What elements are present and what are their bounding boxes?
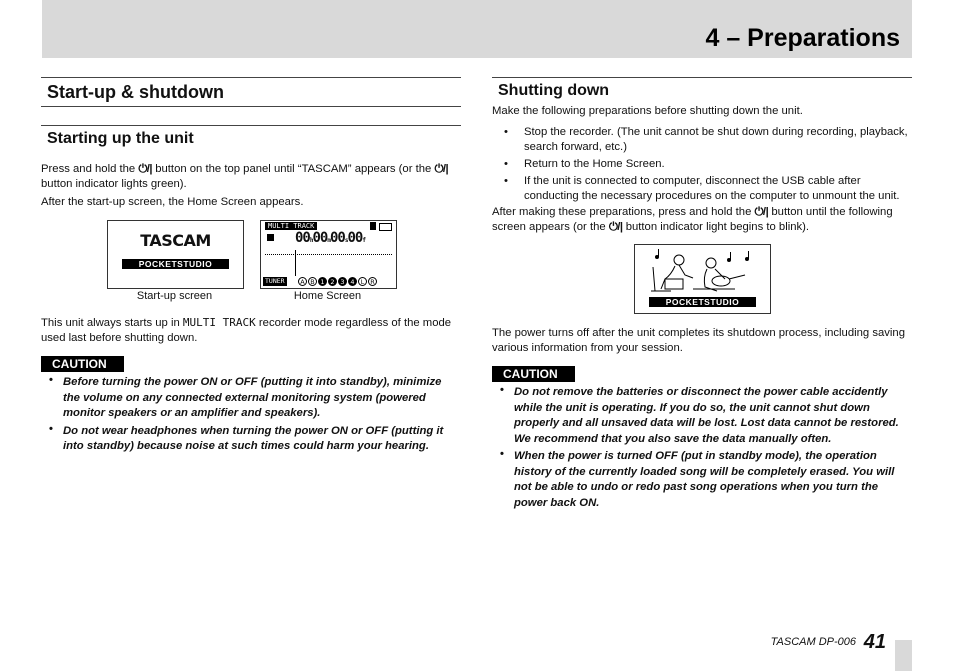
playhead-marker: [295, 250, 296, 276]
text-run: button until the following screen appears (or the: [492, 206, 893, 233]
unit-f: f: [362, 237, 365, 244]
home-screen-caption: Home Screen: [293, 290, 362, 302]
pocketstudio-logo: POCKETSTUDIO: [649, 297, 756, 307]
track-indicator: B: [308, 277, 317, 286]
section-title: Start-up & shutdown: [47, 82, 224, 102]
footer-tab: [895, 640, 912, 671]
unit-s: s: [344, 237, 348, 244]
timeline-line: [265, 254, 392, 256]
text-run: button on the top panel until “TASCAM” appears (or the: [152, 163, 435, 175]
time-seconds: 00: [329, 230, 345, 246]
preparation-list: [492, 125, 912, 204]
tuner-label: TUNER: [265, 277, 285, 285]
text-run: This unit always starts up in: [41, 317, 183, 329]
card-icon: [370, 222, 376, 230]
unit-m: m: [327, 237, 330, 244]
caution-label: CAUTION: [41, 356, 124, 372]
caution-list: [492, 385, 912, 511]
page-number: 41: [863, 631, 886, 653]
track-indicator: A: [298, 277, 307, 286]
caution-text: When the power is turned OFF (put in standby mode), the operation history of the currently loaded song will be completely erased. You will not be able to undo or redo past song operations when you turn the power back ON.: [514, 450, 895, 509]
battery-icon: [379, 223, 392, 231]
caution-text: Before turning the power ON or OFF (putting it into standby), minimize the volume on any connected external monitoring system (powered monitor speakers or an amplifier and speakers).: [63, 376, 442, 419]
left-column: [41, 77, 461, 457]
list-item-text: Stop the recorder. (The unit cannot be shut down during recording, playback, search forward, etc.): [524, 126, 908, 153]
list-item: [492, 125, 912, 155]
list-item-text: If the unit is connected to computer, disconnect the USB cable after conducting the necessary procedures on the computer to unmount the unit.: [524, 175, 900, 202]
text-run: recorder mode regardless of the mode used last before shutting down.: [41, 317, 452, 344]
pocketstudio-logo: POCKETSTUDIO: [122, 259, 229, 269]
caution-item: [41, 375, 461, 422]
track-indicators: [298, 277, 377, 286]
list-item-text: Return to the Home Screen.: [524, 158, 665, 170]
text-run: button indicator lights green).: [41, 178, 187, 190]
chapter-title: 4 – Preparations: [705, 24, 900, 52]
bullet-icon: •: [49, 422, 53, 435]
tascam-logo: TASCAM: [140, 231, 211, 250]
startup-screen-figure: [107, 220, 244, 289]
power-symbol-icon: ⏻/|: [608, 221, 623, 233]
header-bar: [42, 0, 912, 58]
startup-instruction: [41, 162, 461, 192]
power-symbol-icon: ⏻/|: [138, 163, 153, 175]
section-heading-box: [41, 77, 461, 107]
time-counter: [295, 230, 365, 246]
musicians-illustration-icon: [635, 245, 770, 297]
bullet-icon: •: [500, 384, 504, 396]
bullet-icon: •: [504, 175, 508, 187]
footer-product: TASCAM DP-006: [770, 636, 856, 648]
power-off-note: The power turns off after the unit completes its shutdown process, including saving various information from your session.: [492, 327, 905, 354]
shutdown-instruction: [492, 205, 912, 235]
track-indicator: 3: [338, 277, 347, 286]
section-title: Shutting down: [498, 82, 610, 99]
caution-list: [41, 375, 461, 455]
track-indicator: R: [368, 277, 377, 286]
bullet-icon: •: [504, 126, 508, 138]
caution-item: [492, 385, 912, 447]
caution-text: Do not remove the batteries or disconnect the power cable accidently while the unit is operating. If you do so, the unit cannot shut down properly and all unsaved data will be lost. Lost data cannot be restored. We recommend that you also save the data manually often.: [514, 386, 899, 445]
shutdown-intro: Make the following preparations before shutting down the unit.: [492, 105, 803, 117]
startup-screen-caption: Start-up screen: [136, 290, 213, 302]
time-frames: 00: [347, 230, 363, 246]
bullet-icon: •: [504, 158, 508, 170]
power-symbol-icon: ⏻/|: [434, 163, 449, 175]
subsection-heading-box: [41, 125, 461, 148]
text-run: After making these preparations, press and hold the: [492, 206, 755, 218]
list-item: [492, 157, 912, 172]
list-item: [492, 174, 912, 204]
track-indicator: 2: [328, 277, 337, 286]
subsection-title: Starting up the unit: [47, 130, 194, 147]
time-hours: 00: [295, 230, 310, 246]
time-minutes: 00: [312, 230, 328, 246]
track-indicator: 1: [318, 277, 327, 286]
caution-text: Do not wear headphones when turning the power ON or OFF (putting it into standby) because noise at such times could harm your hearing.: [63, 424, 444, 452]
shutdown-screen-figure: [634, 244, 771, 314]
text-run: Press and hold the: [41, 163, 139, 175]
power-symbol-icon: ⏻/|: [754, 206, 769, 218]
caution-item: [41, 424, 461, 455]
bullet-icon: •: [49, 374, 53, 386]
home-screen-figure: [260, 220, 397, 289]
text-run: button indicator light begins to blink).: [622, 221, 810, 233]
caution-label: CAUTION: [492, 366, 575, 382]
mode-name: MULTI TRACK: [182, 316, 256, 329]
track-indicator: 4: [348, 277, 357, 286]
bullet-icon: •: [500, 448, 504, 460]
stop-icon: [267, 234, 274, 241]
unit-h: h: [309, 237, 313, 244]
track-indicator: L: [358, 277, 367, 286]
caution-item: [492, 449, 912, 511]
mode-label: MULTI TRACK: [265, 222, 317, 230]
section-heading-box: [492, 77, 912, 100]
right-column: [492, 77, 912, 513]
startup-mode-note: [41, 315, 461, 346]
startup-note: After the start-up screen, the Home Screen appears.: [41, 196, 304, 208]
startup-figures: [41, 220, 461, 312]
